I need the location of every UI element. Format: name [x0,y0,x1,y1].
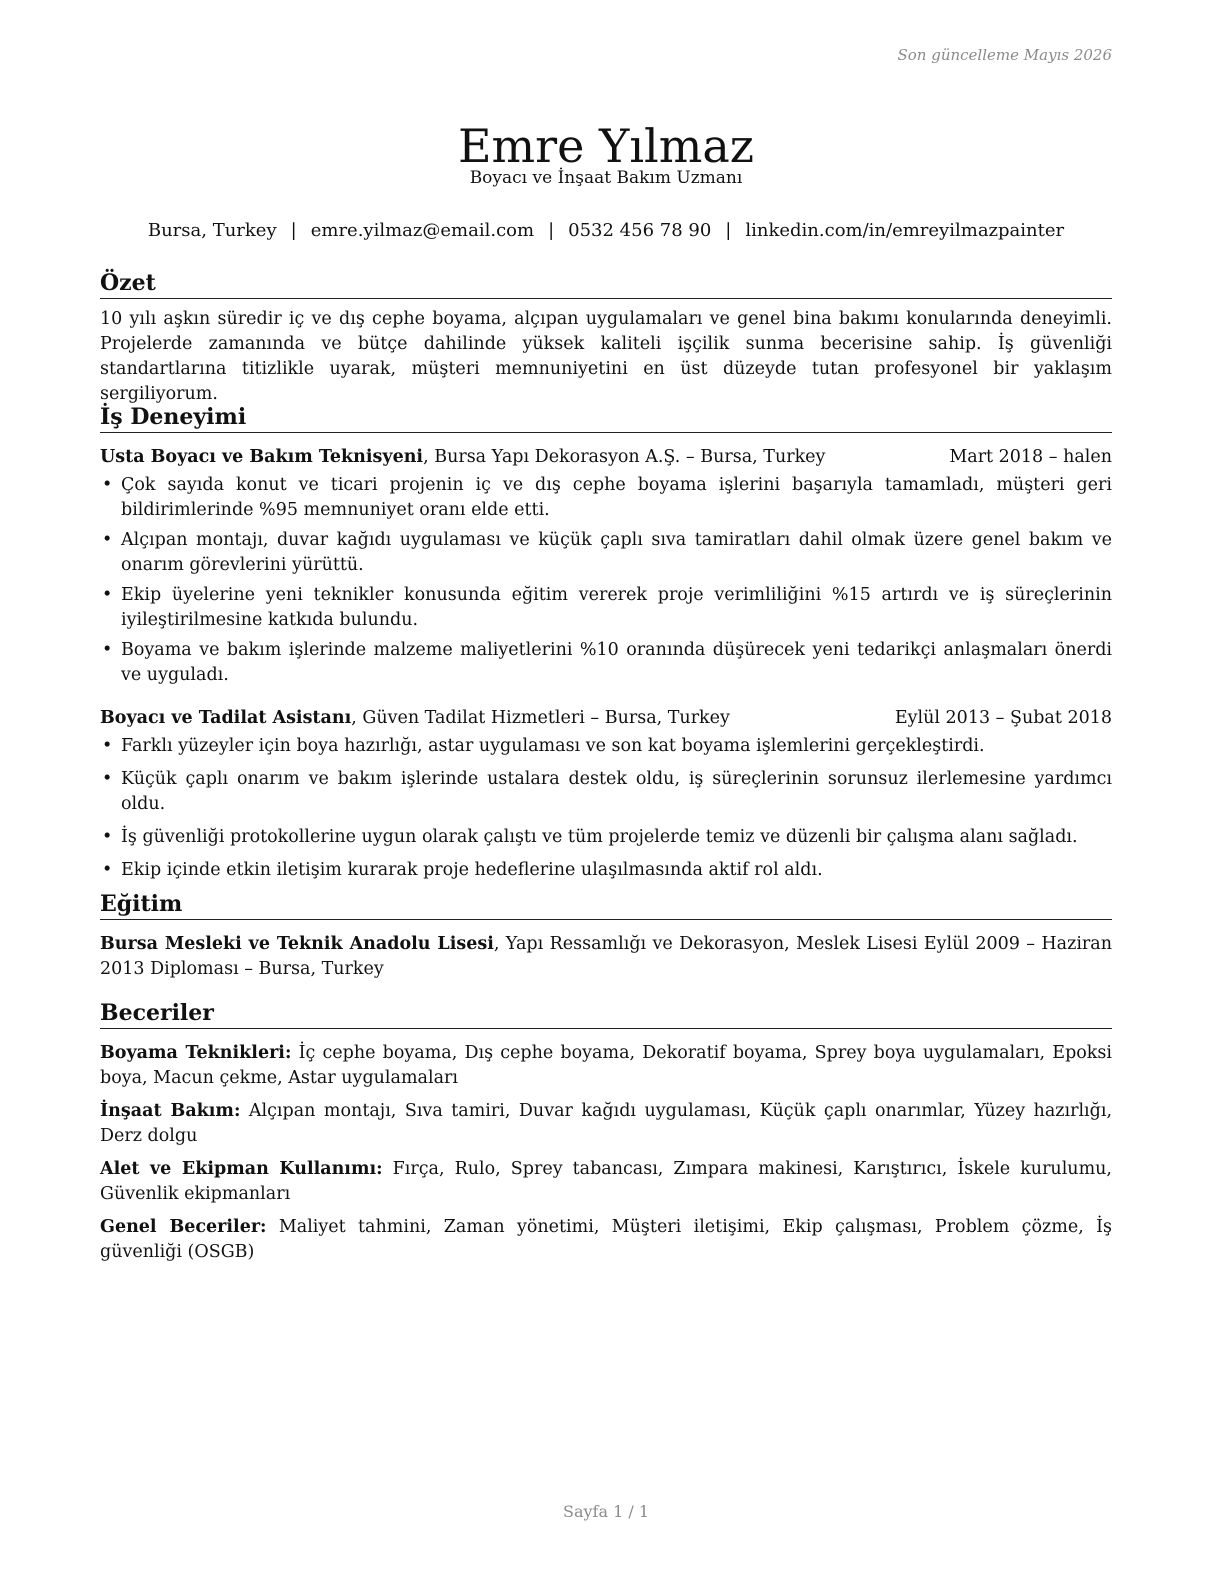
list-item: • Farklı yüzeyler için boya hazırlığı, astar uygulaması ve son kat boyama işlemlerini gerçekleştirdi. [100,734,1112,759]
education-entry [100,932,1112,982]
job-dates: Mart 2018 – halen [949,447,1112,467]
job-bullets [100,734,1112,883]
skill-row [100,1099,1112,1149]
job-header [100,445,1112,469]
skills-section [100,1000,1112,1265]
list-item: • Boyama ve bakım işlerinde malzeme maliyetlerini %10 oranında düşürecek yeni tedarikçi anlaşmaları önerdi ve uyguladı. [100,638,1112,688]
contact-email[interactable]: emre.yilmaz@email.com [310,220,535,241]
separator: | [290,220,297,241]
contact-location: Bursa, Turkey [147,220,277,241]
job-header [100,706,1112,730]
list-item: • Ekip üyelerine yeni teknikler konusunda eğitim vererek proje verimliliğini %15 artırdı ve iş süreçlerinin iyileştirilmesine katkıda bulundu. [100,583,1112,633]
section-heading-education: Eğitim [100,891,1112,920]
skill-label: Genel Beceriler: [100,1217,267,1237]
list-item: • Küçük çaplı onarım ve bakım işlerinde ustalara destek oldu, iş süreçlerinin sorunsuz ilerlemesine yardımcı oldu. [100,767,1112,817]
list-item: • İş güvenliği protokollerine uygun olarak çalıştı ve tüm projelerde temiz ve düzenli bir çalışma alanı sağladı. [100,825,1112,850]
skill-label: İnşaat Bakım: [100,1101,241,1121]
list-item: • Alçıpan montajı, duvar kağıdı uygulaması ve küçük çaplı sıva tamiratları dahil olmak üzere genel bakım ve onarım görevlerini yürüttü. [100,528,1112,578]
skill-row [100,1157,1112,1207]
school-name: Bursa Mesleki ve Teknik Anadolu Lisesi [100,934,494,954]
contact-linkedin[interactable]: linkedin.com/in/emreyilmazpainter [745,220,1065,241]
job-company: , Bursa Yapı Dekorasyon A.Ş. – Bursa, Turkey [423,447,826,467]
skill-label: Boyama Teknikleri: [100,1043,292,1063]
section-heading-experience: İş Deneyimi [100,404,1112,433]
job-title: Boyacı ve İnşaat Bakım Uzmanı [469,168,743,188]
separator: | [548,220,555,241]
summary-section [100,270,1112,407]
education-section [100,891,1112,982]
section-heading-summary: Özet [100,270,1112,299]
skill-value: İç cephe boyama, Dış cephe boyama, Dekoratif boyama, Sprey boya uygulamaları, Epoksi boya, Macun çekme, Astar uygulamaları [100,1043,1112,1088]
summary-text: 10 yılı aşkın süredir iç ve dış cephe boyama, alçıpan uygulamaları ve genel bina bakımı konularında deneyimli. Projelerde zamanında ve bütçe dahilinde yüksek kaliteli işçilik sunma becerisine sahip. İş güvenliği standartlarına titizlikle uyarak, müşteri memnuniyetini en üst düzeyde tutan profesyonel bir yaklaşım sergiliyorum. [100,309,1112,404]
list-item: • Çok sayıda konut ve ticari projenin iç ve dış cephe boyama işlerini başarıyla tamamladı, müşteri geri bildirimlerinde %95 memnuniyet oranı elde etti. [100,473,1112,523]
list-item: • Ekip içinde etkin iletişim kurarak proje hedeflerine ulaşılmasında aktif rol aldı. [100,858,1112,883]
skill-label: Alet ve Ekipman Kullanımı: [100,1159,383,1179]
experience-section [100,404,1112,891]
skill-value: Fırça, Rulo, Sprey tabancası, Zımpara makinesi, Karıştırıcı, İskele kurulumu, Güvenlik ekipmanları [100,1159,1112,1204]
job-role: Usta Boyacı ve Bakım Teknisyeni [100,447,424,467]
job-role-company [100,706,730,730]
skill-row [100,1041,1112,1091]
education-detail: , Yapı Ressamlığı ve Dekorasyon, Meslek Lisesi Eylül 2009 – Haziran 2013 Diploması – Bursa, Turkey [100,934,1112,979]
job-dates: Eylül 2013 – Şubat 2018 [894,708,1112,728]
skill-value: Maliyet tahmini, Zaman yönetimi, Müşteri iletişimi, Ekip çalışması, Problem çözme, İş güvenliği (OSGB) [100,1217,1112,1262]
contact-phone[interactable]: 0532 456 78 90 [568,220,712,241]
last-updated: Son güncelleme Mayıs 2026 [897,46,1112,64]
separator: | [725,220,732,241]
job-role: Boyacı ve Tadilat Asistanı [100,708,352,728]
job-role-company [100,445,825,469]
candidate-name: Emre Yılmaz [457,118,755,173]
skill-row [100,1215,1112,1265]
skill-value: Alçıpan montajı, Sıva tamiri, Duvar kağıdı uygulaması, Küçük çaplı onarımlar, Yüzey hazırlığı, Derz dolgu [100,1101,1113,1146]
contact-line [100,220,1112,241]
page-number: Sayfa 1 / 1 [562,1502,649,1521]
job-company: , Güven Tadilat Hizmetleri – Bursa, Turkey [351,708,730,728]
job-bullets [100,473,1112,688]
section-heading-skills: Beceriler [100,1000,1112,1029]
